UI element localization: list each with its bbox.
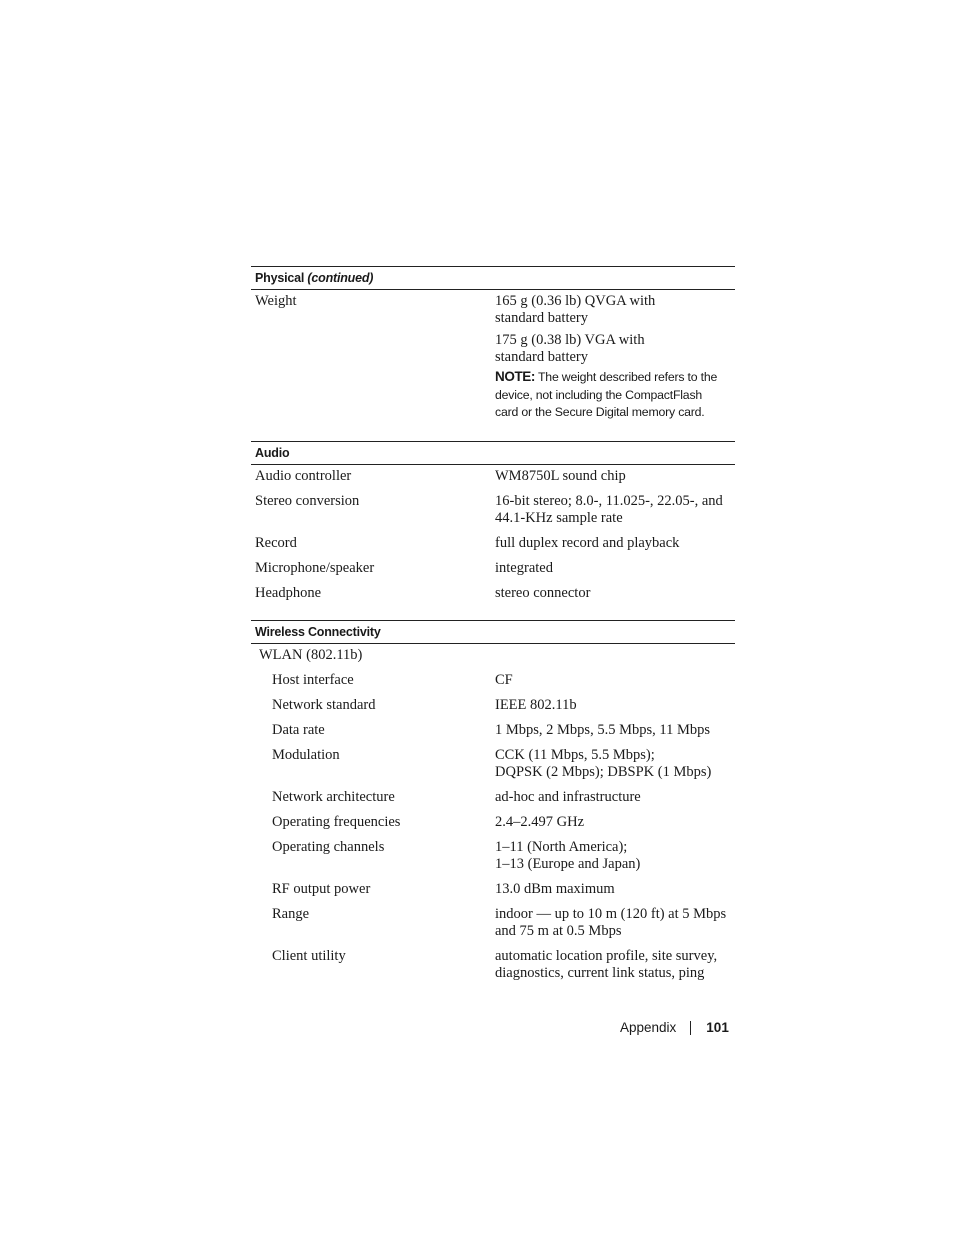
weight-qvga-line1: 165 g (0.36 lb) QVGA with xyxy=(495,293,656,309)
wlan-group-label: WLAN (802.11b) xyxy=(259,647,363,663)
spec-value xyxy=(493,493,735,527)
spec-value-line: CCK (11 Mbps, 5.5 Mbps); xyxy=(495,747,655,763)
spec-value-line: WM8750L sound chip xyxy=(495,468,626,484)
spec-label: Network standard xyxy=(272,697,376,713)
spec-label: Client utility xyxy=(272,948,346,964)
table-row xyxy=(251,560,735,577)
table-row xyxy=(251,493,735,527)
audio-section xyxy=(251,441,735,601)
weight-vga-line2: standard battery xyxy=(495,349,589,365)
spec-label: Operating frequencies xyxy=(272,814,401,830)
spec-label: Network architecture xyxy=(272,789,395,805)
spec-value-line: full duplex record and playback xyxy=(495,535,680,551)
spec-value-line: 1–11 (North America); xyxy=(495,839,628,855)
table-row xyxy=(251,948,735,982)
audio-header xyxy=(251,441,735,465)
physical-header xyxy=(251,266,735,290)
spec-value-line: ad-hoc and infrastructure xyxy=(495,789,641,805)
table-row xyxy=(251,535,735,552)
weight-qvga-line2: standard battery xyxy=(495,310,589,326)
spec-value-line: 13.0 dBm maximum xyxy=(495,881,615,897)
table-row xyxy=(251,585,735,602)
spec-label: Microphone/speaker xyxy=(255,560,375,576)
table-row xyxy=(251,747,735,781)
weight-note xyxy=(495,368,735,422)
spec-value xyxy=(493,560,735,577)
spec-value xyxy=(493,814,735,831)
wlan-group-row xyxy=(251,647,493,664)
table-row xyxy=(251,468,735,485)
spec-value-line: diagnostics, current link status, ping xyxy=(495,965,705,981)
physical-section xyxy=(251,266,735,422)
table-row xyxy=(251,906,735,940)
spec-value-line: 16-bit stereo; 8.0-, 11.025-, 22.05-, and xyxy=(495,493,723,509)
physical-title-suffix: (continued) xyxy=(307,271,374,285)
weight-row xyxy=(251,293,735,422)
spec-value xyxy=(493,585,735,602)
spec-value-line: indoor — up to 10 m (120 ft) at 5 Mbps xyxy=(495,906,727,922)
spec-label: Audio controller xyxy=(255,468,352,484)
spec-value xyxy=(493,839,735,873)
footer-separator xyxy=(690,1021,691,1035)
spec-value xyxy=(493,722,735,739)
spec-value-line: and 75 m at 0.5 Mbps xyxy=(495,923,622,939)
spec-value-line: stereo connector xyxy=(495,585,591,601)
wireless-title: Wireless Connectivity xyxy=(255,625,381,639)
spec-value xyxy=(493,789,735,806)
spec-label: Modulation xyxy=(272,747,340,763)
spec-value-line: CF xyxy=(495,672,513,688)
spec-value-line: IEEE 802.11b xyxy=(495,697,577,713)
note-line1: The weight described refers to the xyxy=(538,370,718,384)
note-label: NOTE: xyxy=(495,369,535,384)
spec-value-line: integrated xyxy=(495,560,553,576)
spec-label: Headphone xyxy=(255,585,322,601)
spec-label: RF output power xyxy=(272,881,371,897)
spec-value xyxy=(493,747,735,781)
table-row xyxy=(251,722,735,739)
table-row xyxy=(251,814,735,831)
physical-title: Physical xyxy=(255,271,305,285)
wireless-header xyxy=(251,620,735,644)
spec-value-line: 44.1-KHz sample rate xyxy=(495,510,623,526)
note-line3: card or the Secure Digital memory card. xyxy=(495,405,705,419)
table-row xyxy=(251,839,735,873)
table-row xyxy=(251,672,735,689)
spec-value-line: 2.4–2.497 GHz xyxy=(495,814,585,830)
table-row xyxy=(251,697,735,714)
spec-label: Stereo conversion xyxy=(255,493,360,509)
spec-value xyxy=(493,697,735,714)
spec-value xyxy=(493,672,735,689)
spec-value-line: 1–13 (Europe and Japan) xyxy=(495,856,641,872)
spec-label: Operating channels xyxy=(272,839,385,855)
spec-value xyxy=(493,468,735,485)
spec-value-line: 1 Mbps, 2 Mbps, 5.5 Mbps, 11 Mbps xyxy=(495,722,710,738)
footer-section-name: Appendix xyxy=(620,1020,677,1035)
spec-label: Range xyxy=(272,906,310,922)
spec-label: Data rate xyxy=(272,722,325,738)
weight-vga-line1: 175 g (0.38 lb) VGA with xyxy=(495,332,645,348)
table-row xyxy=(251,789,735,806)
spec-value-line: DQPSK (2 Mbps); DBSPK (1 Mbps) xyxy=(495,764,712,780)
spec-value xyxy=(493,906,735,940)
weight-value xyxy=(493,293,735,422)
weight-label: Weight xyxy=(255,293,297,309)
audio-title: Audio xyxy=(255,446,290,460)
spec-value-line: automatic location profile, site survey, xyxy=(495,948,718,964)
note-line2: device, not including the CompactFlash xyxy=(495,387,703,402)
wireless-section xyxy=(251,620,735,981)
spec-value xyxy=(493,881,735,898)
spec-label: Host interface xyxy=(272,672,354,688)
spec-value xyxy=(493,535,735,552)
page-footer xyxy=(620,1020,729,1035)
spec-label: Record xyxy=(255,535,297,551)
page-number: 101 xyxy=(706,1020,729,1035)
spec-value xyxy=(493,948,735,982)
table-row xyxy=(251,881,735,898)
